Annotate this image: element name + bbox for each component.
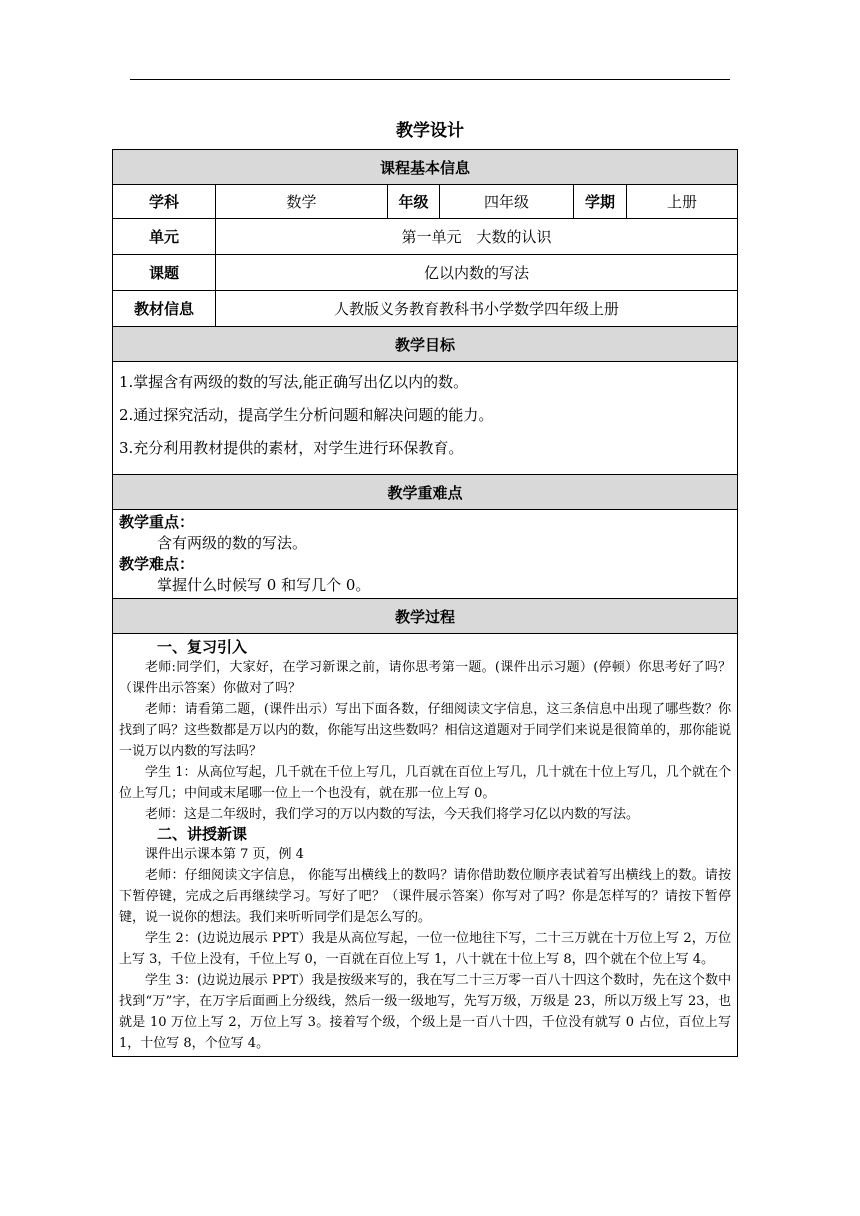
basic-info-header: 课程基本信息	[113, 150, 738, 185]
unit-label: 单元	[113, 219, 216, 255]
section-title-review: 一、复习引入	[157, 638, 248, 656]
textbook-value: 人教版义务教育教科书小学数学四年级上册	[216, 291, 738, 327]
topic-value: 亿以内数的写法	[216, 255, 738, 291]
term-label: 学期	[574, 185, 627, 219]
key-point-label: 教学重点：	[119, 513, 195, 531]
paragraph: 学生 2：(边说边展示 PPT）我是从高位写起，一位一位地往下写，二十三万就在十万位上写 2，万位上写 3，千位上没有，千位上写 0，一百就在百位上写 1，八十就在十位上写 8，四个就在个位上写 4。	[119, 931, 732, 967]
key-point-text: 含有两级的数的写法。	[157, 534, 308, 552]
paragraph: 老师：请看第二题，(课件出示）写出下面各数，仔细阅读文字信息，这三条信息中出现了哪些数？你找到了吗？这些数都是万以内的数，你能写出这些数吗？相信这道题对于同学们来说是很简单的，那你能说一说万以内数的写法吗？	[119, 702, 732, 759]
term-value: 上册	[627, 185, 738, 219]
paragraph: 课件出示课本第 7 页，例 4	[145, 847, 304, 862]
paragraph: 学生 1：从高位写起，几千就在千位上写几，几百就在百位上写几，几十就在十位上写几，几个就在个位上写几；中间或末尾哪一位上一个也没有，就在那一位上写 0。	[119, 765, 732, 801]
grade-label: 年级	[388, 185, 440, 219]
textbook-label: 教材信息	[113, 291, 216, 327]
objective-item: 2.通过探究活动，提高学生分析问题和解决问题的能力。	[119, 406, 494, 424]
objective-item: 3.充分利用教材提供的素材，对学生进行环保教育。	[119, 439, 464, 457]
lesson-plan-table	[112, 149, 738, 1057]
objectives-header: 教学目标	[113, 327, 738, 362]
objectives-list	[113, 362, 738, 475]
paragraph: 老师:同学们，大家好，在学习新课之前，请你思考第一题。(课件出示习题）(停顿）你思考好了吗？（课件出示答案）你做对了吗？	[119, 660, 732, 696]
subject-value: 数学	[216, 185, 388, 219]
paragraph: 老师：这是二年级时，我们学习的万以内数的写法，今天我们将学习亿以内数的写法。	[145, 807, 640, 822]
document-title: 教学设计	[396, 121, 464, 141]
section-title-new-lesson: 二、讲授新课	[157, 825, 248, 843]
difficult-point-label: 教学难点：	[119, 555, 195, 573]
paragraph: 老师：仔细阅读文字信息， 你能写出横线上的数吗？请你借助数位顺序表试着写出横线上的数。请按下暂停键，完成之后再继续学习。写好了吧？（课件展示答案）你写对了吗？你是怎样写的？请按下暂停键，说一说你的想法。我们来听听同学们是怎么写的。	[119, 868, 732, 925]
process-header: 教学过程	[113, 599, 738, 634]
key-points-header: 教学重难点	[113, 475, 738, 510]
grade-value: 四年级	[440, 185, 574, 219]
objective-item: 1.掌握含有两级的数的写法,能正确写出亿以内的数。	[119, 373, 469, 391]
subject-label: 学科	[113, 185, 216, 219]
topic-label: 课题	[113, 255, 216, 291]
paragraph: 学生 3：(边说边展示 PPT）我是按级来写的，我在写二十三万零一百八十四这个数时，先在这个数中找到“万”字，在万字后面画上分级线，然后一级一级地写，先写万级，万级是 23，所以万级上写 23，也就是 10 万位上写 2，万位上写 3。接着写个级，个级上是一百八十四，千位没有就写 0 占位，百位上写 1，十位写 8，个位写 4。	[119, 973, 732, 1051]
key-points-content	[113, 510, 738, 599]
process-content	[113, 634, 738, 1057]
header-rule	[130, 79, 730, 80]
unit-value: 第一单元 大数的认识	[216, 219, 738, 255]
difficult-point-text: 掌握什么时候写 0 和写几个 0。	[157, 576, 371, 594]
